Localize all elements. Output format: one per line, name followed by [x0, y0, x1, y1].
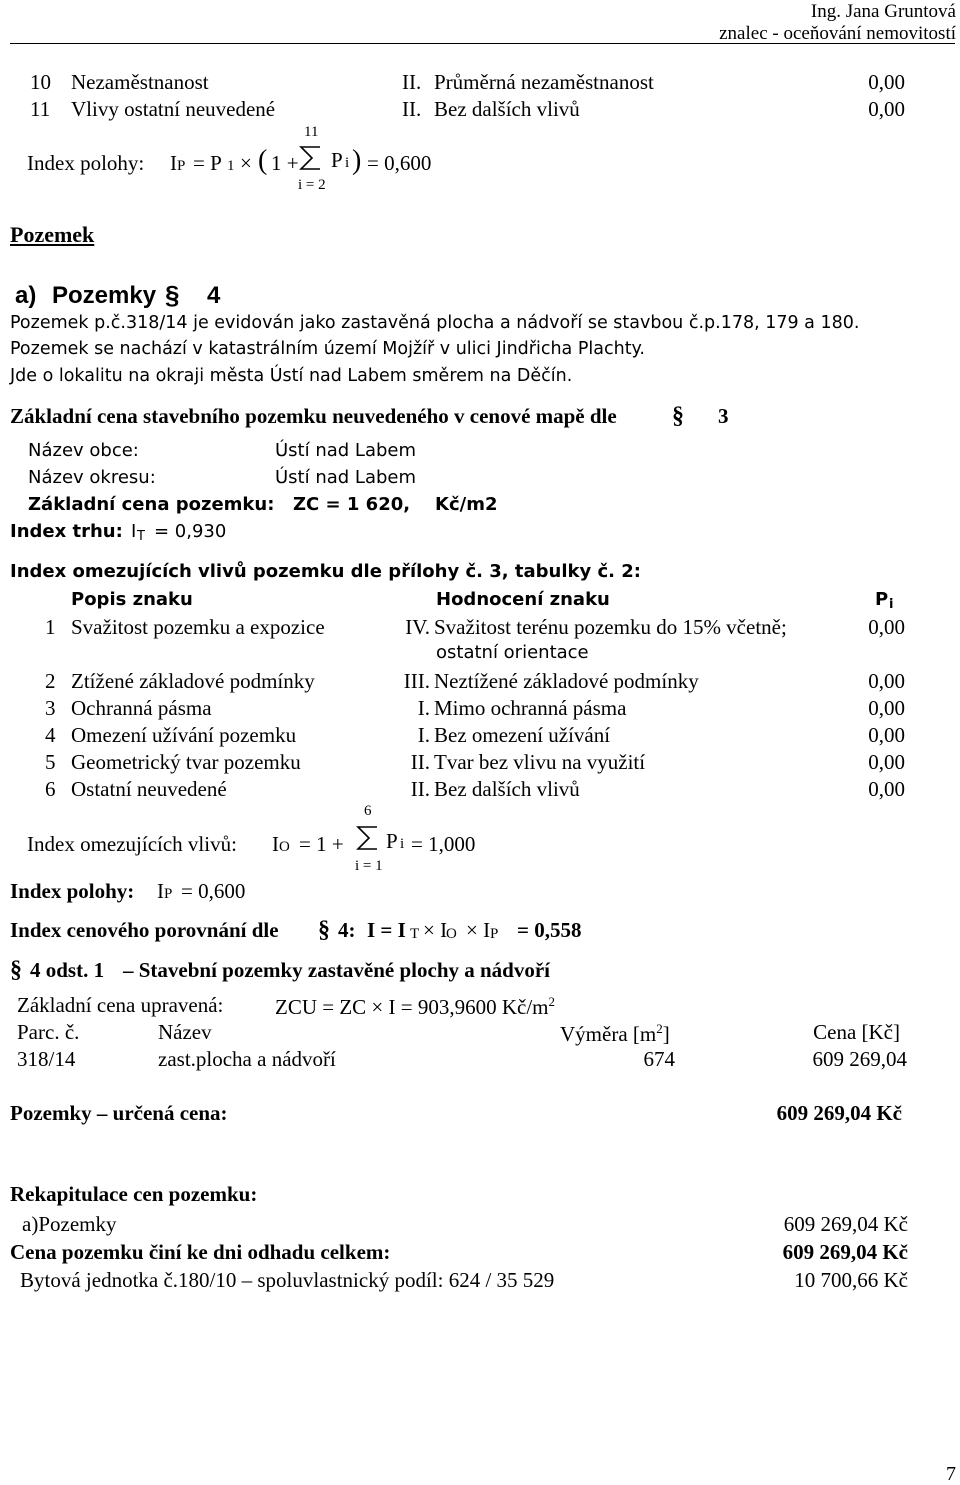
row-value: Bez dalších vlivů: [434, 97, 580, 121]
row-pi: 0,00: [868, 669, 905, 693]
row-pi: 0,00: [868, 97, 905, 121]
formula-I: I: [170, 151, 177, 175]
col-header-parc: Parc. č.: [17, 1020, 80, 1044]
comparison-sub-T: T: [410, 926, 420, 942]
row-sign: Ztížené základové podmínky: [71, 669, 315, 693]
row-name: Nezaměstnanost: [71, 70, 209, 94]
row-class: IV.: [405, 615, 430, 639]
formula-times: ×: [240, 151, 252, 175]
formula-open-paren: (: [258, 145, 268, 176]
row-rating: Bez omezení užívání: [434, 723, 611, 747]
index-p-label: Index polohy:: [10, 879, 135, 903]
subsection-title: Pozemky: [52, 282, 157, 309]
row-area: 674: [643, 1047, 675, 1071]
formula-sum-bottom: i = 1: [355, 858, 383, 874]
row-number: 11: [30, 97, 51, 121]
row-class: II.: [410, 750, 430, 774]
formula-Pi: P: [331, 148, 343, 172]
row-pi: 0,00: [868, 777, 905, 801]
page-number: 7: [946, 1463, 956, 1485]
municipality-label: Název obce:: [28, 440, 139, 461]
row-number: 5: [45, 750, 56, 774]
row-rating: Bez dalších vlivů: [434, 777, 580, 801]
row-class: II.: [410, 777, 430, 801]
formula-close-paren: ): [352, 145, 362, 176]
row-sign: Omezení užívání pozemku: [71, 723, 297, 747]
formula-result: = 1,000: [411, 832, 476, 856]
formula-Pi: P: [386, 829, 398, 853]
row-number: 3: [45, 696, 56, 720]
comparison-I: I = I: [367, 918, 406, 942]
formula-sub-O: O: [279, 839, 290, 855]
row-pi: 0,00: [868, 70, 905, 94]
base-price-label: Základní cena pozemku:: [28, 494, 275, 515]
base-price-para: 3: [718, 404, 729, 428]
formula-sub-1: 1: [227, 158, 235, 174]
row-class: II.: [402, 70, 422, 94]
row-sign: Ostatní neuvedené: [71, 777, 227, 801]
market-index-value: = 0,930: [154, 521, 227, 542]
formula-eq-P: = P: [193, 151, 222, 175]
row-class: III.: [403, 669, 430, 693]
section4-para: 4 odst. 1: [30, 958, 105, 982]
row-parc: 318/14: [17, 1047, 76, 1071]
land-total-label: Pozemky – určená cena:: [10, 1101, 228, 1125]
sigma-icon: [357, 826, 379, 850]
comparison-value: = 0,558: [517, 918, 582, 942]
area-header-sup: 2: [656, 1021, 663, 1036]
col-header-p: P: [875, 589, 889, 610]
row-rating: Mimo ochranná pásma: [434, 696, 627, 720]
row-pi: 0,00: [868, 750, 905, 774]
comparison-times-O: × I: [423, 918, 448, 942]
land-total-value: 609 269,04 Kč: [776, 1101, 902, 1125]
description-line: Pozemek se nachází v katastrálním území Mojžíř v ulici Jindřicha Plachty.: [10, 339, 645, 359]
base-price-heading: Základní cena stavebního pozemku neuvedeného v cenové mapě dle: [10, 404, 617, 428]
recap-item-value: 609 269,04 Kč: [783, 1212, 908, 1236]
base-price-value: ZC = 1 620,: [293, 494, 411, 515]
formula-I: I: [272, 832, 279, 856]
row-rating: Neztížené základové podmínky: [434, 669, 699, 693]
row-number: 2: [45, 669, 56, 693]
adjusted-price-formula: [275, 995, 555, 1018]
formula-sum-top: 6: [364, 803, 372, 819]
header-role: znalec - oceňování nemovitostí: [719, 23, 956, 44]
market-index-sub: T: [137, 529, 145, 544]
row-sign: Ochranná pásma: [71, 696, 212, 720]
description-line: Pozemek p.č.318/14 je evidován jako zastavěná plocha a nádvoří se stavbou č.p.178, 179 a 180.: [10, 313, 860, 333]
row-rating: Tvar bez vlivu na využití: [434, 750, 646, 774]
adjusted-price-label: Základní cena upravená:: [17, 993, 224, 1017]
col-header-p-sub: i: [889, 597, 894, 612]
header-author: Ing. Jana Gruntová: [810, 1, 956, 22]
row-sign: Svažitost pozemku a expozice: [71, 615, 325, 639]
formula-result: = 0,600: [367, 151, 432, 175]
row-pi: 0,00: [868, 696, 905, 720]
market-index-label: Index trhu:: [10, 521, 123, 542]
formula-one-plus: = 1 +: [299, 832, 344, 856]
paragraph-sign: §: [165, 280, 180, 310]
area-header-close: ]: [662, 1022, 670, 1046]
comparison-para: 4:: [338, 918, 356, 942]
paragraph-sign: §: [672, 403, 684, 429]
description-line: Jde o lokalitu na okraji města Ústí nad Labem směrem na Děčín.: [10, 366, 573, 386]
recap-item-label: a)Pozemky: [22, 1212, 117, 1236]
adjusted-price-sup: 2: [548, 994, 556, 1009]
row-number: 4: [45, 723, 56, 747]
row-value: Průměrná nezaměstnanost: [434, 70, 654, 94]
index-p-I: I: [157, 879, 164, 903]
formula-sum-bottom: i = 2: [298, 177, 326, 193]
row-rating: Svažitost terénu pozemku do 15% včetně;: [434, 615, 787, 639]
recap-unit-value: 10 700,66 Kč: [794, 1268, 908, 1292]
paragraph-sign: §: [10, 957, 22, 983]
formula-sub-i: i: [400, 836, 405, 852]
col-header-area: [560, 1022, 670, 1045]
comparison-sub-P: P: [490, 926, 499, 942]
row-class: II.: [402, 97, 422, 121]
formula-sum-top: 11: [304, 124, 319, 140]
sigma-icon: [300, 146, 322, 170]
adjusted-price-text: ZCU = ZC × I = 903,9600 Kč/m: [275, 995, 549, 1019]
row-name: zast.plocha a nádvoří: [158, 1047, 336, 1071]
municipality-value: Ústí nad Labem: [275, 440, 417, 461]
header-rule: [10, 43, 955, 44]
comparison-times-P: × I: [466, 918, 491, 942]
formula-label: Index omezujících vlivů:: [27, 832, 237, 856]
col-header-price: Cena [Kč]: [813, 1020, 900, 1044]
recap-unit-label: Bytová jednotka č.180/10 – spoluvlastnický podíl: 624 / 35 529: [20, 1268, 555, 1292]
comparison-text: Index cenového porovnání dle: [10, 918, 279, 942]
row-pi: 0,00: [868, 723, 905, 747]
formula-sub-P: P: [177, 158, 186, 174]
market-index-I: I: [131, 521, 137, 542]
area-header-text: Výměra [m: [560, 1022, 657, 1046]
section4-title: – Stavební pozemky zastavěné plochy a nádvoří: [123, 958, 551, 982]
subsection-label: a): [15, 282, 37, 309]
paragraph-sign: §: [318, 917, 330, 943]
row-rating-cont: ostatní orientace: [436, 642, 589, 663]
row-number: 6: [45, 777, 56, 801]
comparison-sub-O: O: [446, 926, 457, 942]
row-class: I.: [417, 723, 430, 747]
formula-label: Index polohy:: [27, 151, 145, 175]
col-header-rating: Hodnocení znaku: [436, 589, 610, 610]
recap-total-label: Cena pozemku činí ke dni odhadu celkem:: [10, 1240, 391, 1264]
base-price-unit: Kč/m2: [435, 494, 498, 515]
district-value: Ústí nad Labem: [275, 467, 417, 488]
recap-total-value: 609 269,04 Kč: [782, 1240, 908, 1264]
col-header-sign: Popis znaku: [71, 589, 193, 610]
limits-heading: Index omezujících vlivů pozemku dle přílohy č. 3, tabulky č. 2:: [10, 561, 641, 582]
row-price: 609 269,04: [812, 1047, 907, 1071]
index-p-sub: P: [164, 886, 173, 902]
recap-title: Rekapitulace cen pozemku:: [10, 1182, 258, 1206]
formula-sub-i: i: [345, 155, 350, 171]
row-number: 1: [45, 615, 56, 639]
subsection-para: 4: [207, 282, 221, 309]
row-name: Vlivy ostatní neuvedené: [71, 97, 276, 121]
row-class: I.: [417, 696, 430, 720]
col-header-name: Název: [158, 1020, 212, 1044]
row-sign: Geometrický tvar pozemku: [71, 750, 301, 774]
row-number: 10: [30, 70, 51, 94]
row-pi: 0,00: [868, 615, 905, 639]
index-p-value: = 0,600: [181, 879, 246, 903]
district-label: Název okresu:: [28, 467, 156, 488]
section-title: Pozemek: [10, 222, 95, 247]
formula-one-plus: 1 +: [271, 151, 299, 175]
